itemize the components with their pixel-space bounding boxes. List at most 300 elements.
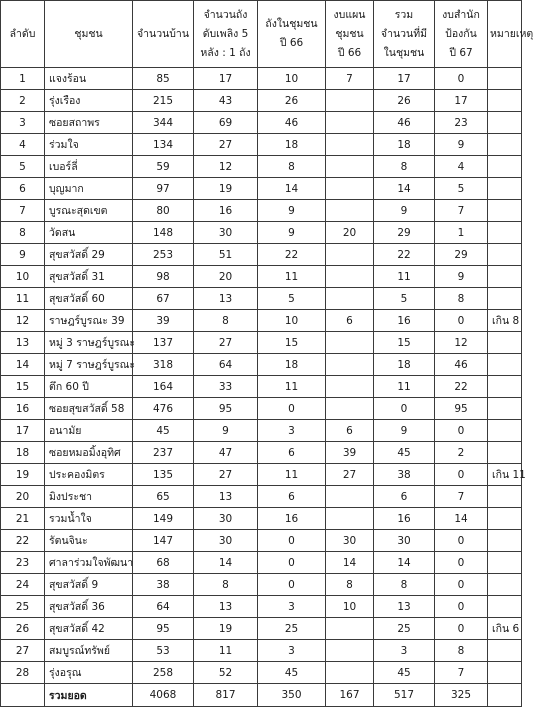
totals-note (488, 684, 522, 707)
total-in-community-cell: 6 (374, 486, 435, 508)
households-cell: 344 (133, 112, 194, 134)
header-row (1, 1, 522, 68)
order-cell: 6 (1, 178, 45, 200)
households-cell: 149 (133, 508, 194, 530)
totals-row (1, 684, 522, 707)
total-in-community-cell: 5 (374, 288, 435, 310)
households-cell: 53 (133, 640, 194, 662)
households-cell: 237 (133, 442, 194, 464)
bins-in-community-cell: 9 (258, 222, 326, 244)
households-cell: 164 (133, 376, 194, 398)
note-cell (488, 530, 522, 552)
order-cell: 19 (1, 464, 45, 486)
table-row (1, 618, 522, 640)
bins-needed-cell: 14 (194, 552, 258, 574)
total-in-community-cell: 14 (374, 178, 435, 200)
office-budget-cell: 2 (435, 442, 488, 464)
office-budget-cell: 0 (435, 310, 488, 332)
budget-plan-cell (326, 200, 374, 222)
community-name-cell: รุ่งเรือง (45, 90, 133, 112)
note-cell (488, 200, 522, 222)
office-budget-cell: 0 (435, 464, 488, 486)
table-row (1, 552, 522, 574)
budget-plan-cell (326, 288, 374, 310)
total-in-community-cell: 15 (374, 332, 435, 354)
bins-in-community-cell: 0 (258, 530, 326, 552)
budget-plan-cell (326, 156, 374, 178)
bins-needed-cell: 30 (194, 530, 258, 552)
table-row (1, 112, 522, 134)
bins-needed-cell: 8 (194, 574, 258, 596)
header-order: ลำดับ (1, 1, 45, 68)
budget-plan-cell: 27 (326, 464, 374, 486)
budget-plan-cell (326, 640, 374, 662)
office-budget-cell: 0 (435, 420, 488, 442)
table-row (1, 90, 522, 112)
bins-needed-cell: 47 (194, 442, 258, 464)
note-cell: เกิน 6 (488, 618, 522, 640)
note-cell (488, 596, 522, 618)
total-in-community-cell: 11 (374, 376, 435, 398)
bins-in-community-cell: 45 (258, 662, 326, 684)
bins-in-community-cell: 11 (258, 266, 326, 288)
bins-in-community-cell: 18 (258, 134, 326, 156)
community-name-cell: รัตนจินะ (45, 530, 133, 552)
budget-plan-cell (326, 618, 374, 640)
total-in-community-cell: 45 (374, 662, 435, 684)
total-in-community-cell: 22 (374, 244, 435, 266)
order-cell: 3 (1, 112, 45, 134)
households-cell: 318 (133, 354, 194, 376)
bins-in-community-cell: 16 (258, 508, 326, 530)
bins-in-community-cell: 10 (258, 68, 326, 90)
order-cell: 15 (1, 376, 45, 398)
budget-plan-cell: 20 (326, 222, 374, 244)
budget-plan-cell: 14 (326, 552, 374, 574)
office-budget-cell: 17 (435, 90, 488, 112)
office-budget-cell: 7 (435, 200, 488, 222)
bins-needed-cell: 13 (194, 596, 258, 618)
households-cell: 98 (133, 266, 194, 288)
bins-in-community-cell: 0 (258, 574, 326, 596)
order-cell: 16 (1, 398, 45, 420)
community-name-cell: สุขสวัสดิ์ 29 (45, 244, 133, 266)
header-bins-needed: จำนวนถัง ดับเพลิง 5 หลัง : 1 ถัง (194, 1, 258, 68)
table-row (1, 508, 522, 530)
totals-total: 517 (374, 684, 435, 707)
bins-needed-cell: 27 (194, 464, 258, 486)
total-in-community-cell: 9 (374, 420, 435, 442)
table-row (1, 662, 522, 684)
header-office-budget: งบสำนัก ป้องกัน ปี 67 (435, 1, 488, 68)
office-budget-cell: 0 (435, 574, 488, 596)
office-budget-cell: 0 (435, 530, 488, 552)
budget-plan-cell (326, 266, 374, 288)
office-budget-cell: 0 (435, 68, 488, 90)
note-cell (488, 486, 522, 508)
total-in-community-cell: 18 (374, 134, 435, 156)
note-cell (488, 178, 522, 200)
order-cell: 27 (1, 640, 45, 662)
bins-in-community-cell: 18 (258, 354, 326, 376)
order-cell: 28 (1, 662, 45, 684)
office-budget-cell: 12 (435, 332, 488, 354)
households-cell: 45 (133, 420, 194, 442)
budget-plan-cell (326, 332, 374, 354)
budget-plan-cell (326, 486, 374, 508)
table-row (1, 486, 522, 508)
table-body (1, 68, 526, 707)
table-row (1, 222, 522, 244)
total-in-community-cell: 13 (374, 596, 435, 618)
community-name-cell: สุขสวัสดิ์ 60 (45, 288, 133, 310)
budget-plan-cell: 10 (326, 596, 374, 618)
order-cell: 10 (1, 266, 45, 288)
bins-needed-cell: 13 (194, 288, 258, 310)
order-cell: 21 (1, 508, 45, 530)
note-cell (488, 376, 522, 398)
total-in-community-cell: 17 (374, 68, 435, 90)
households-cell: 215 (133, 90, 194, 112)
bins-in-community-cell: 14 (258, 178, 326, 200)
table-row (1, 266, 522, 288)
bins-in-community-cell: 25 (258, 618, 326, 640)
order-cell: 12 (1, 310, 45, 332)
total-in-community-cell: 46 (374, 112, 435, 134)
total-in-community-cell: 14 (374, 552, 435, 574)
note-cell (488, 156, 522, 178)
households-cell: 80 (133, 200, 194, 222)
total-in-community-cell: 0 (374, 398, 435, 420)
households-cell: 59 (133, 156, 194, 178)
total-in-community-cell: 18 (374, 354, 435, 376)
budget-plan-cell (326, 134, 374, 156)
totals-needed: 817 (194, 684, 258, 707)
households-cell: 476 (133, 398, 194, 420)
bins-needed-cell: 52 (194, 662, 258, 684)
community-name-cell: สุขสวัสดิ์ 31 (45, 266, 133, 288)
total-in-community-cell: 16 (374, 310, 435, 332)
total-in-community-cell: 45 (374, 442, 435, 464)
bins-in-community-cell: 9 (258, 200, 326, 222)
office-budget-cell: 4 (435, 156, 488, 178)
table-row (1, 574, 522, 596)
table-row (1, 398, 522, 420)
bins-in-community-cell: 10 (258, 310, 326, 332)
note-cell (488, 332, 522, 354)
budget-plan-cell (326, 354, 374, 376)
bins-needed-cell: 51 (194, 244, 258, 266)
office-budget-cell: 5 (435, 178, 488, 200)
budget-plan-cell (326, 376, 374, 398)
office-budget-cell: 8 (435, 640, 488, 662)
budget-plan-cell: 7 (326, 68, 374, 90)
note-cell (488, 508, 522, 530)
bins-in-community-cell: 8 (258, 156, 326, 178)
table-row (1, 68, 522, 90)
totals-empty-cell (1, 684, 45, 707)
budget-plan-cell (326, 178, 374, 200)
table-row (1, 530, 522, 552)
community-name-cell: ประคองมิตร (45, 464, 133, 486)
bins-in-community-cell: 3 (258, 596, 326, 618)
totals-office67: 325 (435, 684, 488, 707)
office-budget-cell: 95 (435, 398, 488, 420)
note-cell (488, 134, 522, 156)
order-cell: 18 (1, 442, 45, 464)
households-cell: 253 (133, 244, 194, 266)
households-cell: 65 (133, 486, 194, 508)
order-cell: 13 (1, 332, 45, 354)
order-cell: 14 (1, 354, 45, 376)
office-budget-cell: 7 (435, 662, 488, 684)
table-row (1, 178, 522, 200)
bins-needed-cell: 27 (194, 134, 258, 156)
budget-plan-cell (326, 112, 374, 134)
table-header (1, 1, 533, 68)
community-name-cell: บุญมาก (45, 178, 133, 200)
order-cell: 24 (1, 574, 45, 596)
community-name-cell: ซอยหมอมิ้งอุทิศ (45, 442, 133, 464)
table-row (1, 442, 522, 464)
budget-plan-cell (326, 398, 374, 420)
note-cell (488, 552, 522, 574)
table-row (1, 156, 522, 178)
note-cell (488, 222, 522, 244)
bins-needed-cell: 13 (194, 486, 258, 508)
budget-plan-cell: 39 (326, 442, 374, 464)
budget-plan-cell (326, 662, 374, 684)
bins-needed-cell: 17 (194, 68, 258, 90)
header-bins-in-community: ถังในชุมชน ปี 66 (258, 1, 326, 68)
bins-in-community-cell: 6 (258, 442, 326, 464)
table-row (1, 596, 522, 618)
header-community: ชุมชน (45, 1, 133, 68)
note-cell (488, 90, 522, 112)
totals-plan66: 167 (326, 684, 374, 707)
note-cell (488, 112, 522, 134)
order-cell: 9 (1, 244, 45, 266)
header-households: จำนวนบ้าน (133, 1, 194, 68)
bins-in-community-cell: 11 (258, 376, 326, 398)
totals-bins66: 350 (258, 684, 326, 707)
budget-plan-cell: 6 (326, 420, 374, 442)
community-name-cell: มิงประชา (45, 486, 133, 508)
note-cell (488, 640, 522, 662)
bins-needed-cell: 69 (194, 112, 258, 134)
households-cell: 137 (133, 332, 194, 354)
office-budget-cell: 9 (435, 266, 488, 288)
community-name-cell: รุ่งอรุณ (45, 662, 133, 684)
header-budget-plan: งบแผน ชุมชน ปี 66 (326, 1, 374, 68)
households-cell: 258 (133, 662, 194, 684)
community-name-cell: สุขสวัสดิ์ 42 (45, 618, 133, 640)
budget-plan-cell (326, 508, 374, 530)
total-in-community-cell: 30 (374, 530, 435, 552)
table-row (1, 640, 522, 662)
bins-needed-cell: 12 (194, 156, 258, 178)
note-cell: เกิน 11 (488, 464, 522, 486)
order-cell: 5 (1, 156, 45, 178)
note-cell (488, 68, 522, 90)
order-cell: 11 (1, 288, 45, 310)
budget-plan-cell: 6 (326, 310, 374, 332)
households-cell: 38 (133, 574, 194, 596)
bins-in-community-cell: 3 (258, 420, 326, 442)
households-cell: 97 (133, 178, 194, 200)
community-name-cell: สุขสวัสดิ์ 9 (45, 574, 133, 596)
total-in-community-cell: 29 (374, 222, 435, 244)
households-cell: 134 (133, 134, 194, 156)
order-cell: 20 (1, 486, 45, 508)
table-row (1, 354, 522, 376)
bins-in-community-cell: 6 (258, 486, 326, 508)
order-cell: 23 (1, 552, 45, 574)
note-cell (488, 398, 522, 420)
office-budget-cell: 7 (435, 486, 488, 508)
note-cell (488, 420, 522, 442)
bins-needed-cell: 30 (194, 222, 258, 244)
bins-needed-cell: 95 (194, 398, 258, 420)
bins-needed-cell: 16 (194, 200, 258, 222)
table-row (1, 134, 522, 156)
total-in-community-cell: 3 (374, 640, 435, 662)
bins-needed-cell: 9 (194, 420, 258, 442)
community-name-cell: ซอยสุขสวัสดิ์ 58 (45, 398, 133, 420)
bins-needed-cell: 11 (194, 640, 258, 662)
order-cell: 25 (1, 596, 45, 618)
community-name-cell: บูรณะสุดเขต (45, 200, 133, 222)
office-budget-cell: 0 (435, 596, 488, 618)
note-cell (488, 354, 522, 376)
households-cell: 39 (133, 310, 194, 332)
order-cell: 26 (1, 618, 45, 640)
totals-label: รวมยอด (45, 684, 133, 707)
community-name-cell: สุขสวัสดิ์ 36 (45, 596, 133, 618)
table-row (1, 420, 522, 442)
bins-needed-cell: 30 (194, 508, 258, 530)
bins-in-community-cell: 26 (258, 90, 326, 112)
table-row (1, 376, 522, 398)
households-cell: 147 (133, 530, 194, 552)
bins-in-community-cell: 5 (258, 288, 326, 310)
community-name-cell: สมบูรณ์ทรัพย์ (45, 640, 133, 662)
note-cell (488, 288, 522, 310)
order-cell: 1 (1, 68, 45, 90)
bins-in-community-cell: 3 (258, 640, 326, 662)
office-budget-cell: 9 (435, 134, 488, 156)
table-row (1, 464, 522, 486)
community-name-cell: ซอยสถาพร (45, 112, 133, 134)
table-row (1, 332, 522, 354)
note-cell (488, 442, 522, 464)
bins-needed-cell: 64 (194, 354, 258, 376)
community-name-cell: หมู่ 7 ราษฎร์บูรณะ (45, 354, 133, 376)
office-budget-cell: 29 (435, 244, 488, 266)
bins-in-community-cell: 0 (258, 398, 326, 420)
bins-needed-cell: 19 (194, 618, 258, 640)
community-name-cell: เบอร์ลี่ (45, 156, 133, 178)
community-name-cell: ตึก 60 ปี (45, 376, 133, 398)
note-cell (488, 266, 522, 288)
households-cell: 64 (133, 596, 194, 618)
households-cell: 68 (133, 552, 194, 574)
community-name-cell: ราษฎร์บูรณะ 39 (45, 310, 133, 332)
households-cell: 67 (133, 288, 194, 310)
community-name-cell: ศาลาร่วมใจพัฒนา (45, 552, 133, 574)
budget-plan-cell (326, 90, 374, 112)
households-cell: 95 (133, 618, 194, 640)
total-in-community-cell: 8 (374, 574, 435, 596)
office-budget-cell: 1 (435, 222, 488, 244)
note-cell (488, 244, 522, 266)
total-in-community-cell: 16 (374, 508, 435, 530)
note-cell: เกิน 8 (488, 310, 522, 332)
total-in-community-cell: 11 (374, 266, 435, 288)
office-budget-cell: 0 (435, 552, 488, 574)
bins-needed-cell: 19 (194, 178, 258, 200)
bins-in-community-cell: 22 (258, 244, 326, 266)
header-note: หมายเหตุ (488, 1, 522, 68)
total-in-community-cell: 25 (374, 618, 435, 640)
community-name-cell: ร่วมใจ (45, 134, 133, 156)
bins-in-community-cell: 46 (258, 112, 326, 134)
households-cell: 148 (133, 222, 194, 244)
bins-in-community-cell: 0 (258, 552, 326, 574)
note-cell (488, 662, 522, 684)
budget-plan-cell (326, 244, 374, 266)
office-budget-cell: 14 (435, 508, 488, 530)
office-budget-cell: 23 (435, 112, 488, 134)
order-cell: 4 (1, 134, 45, 156)
table-row (1, 200, 522, 222)
office-budget-cell: 0 (435, 618, 488, 640)
bins-needed-cell: 33 (194, 376, 258, 398)
total-in-community-cell: 8 (374, 156, 435, 178)
budget-plan-cell: 30 (326, 530, 374, 552)
bins-needed-cell: 8 (194, 310, 258, 332)
order-cell: 7 (1, 200, 45, 222)
bins-needed-cell: 27 (194, 332, 258, 354)
bins-needed-cell: 20 (194, 266, 258, 288)
order-cell: 8 (1, 222, 45, 244)
bins-needed-cell: 43 (194, 90, 258, 112)
community-name-cell: หมู่ 3 ราษฎร์บูรณะ (45, 332, 133, 354)
community-name-cell: วัดสน (45, 222, 133, 244)
community-name-cell: รวมน้ำใจ (45, 508, 133, 530)
office-budget-cell: 8 (435, 288, 488, 310)
households-cell: 85 (133, 68, 194, 90)
office-budget-cell: 22 (435, 376, 488, 398)
community-name-cell: แจงร้อน (45, 68, 133, 90)
order-cell: 22 (1, 530, 45, 552)
budget-plan-cell: 8 (326, 574, 374, 596)
note-cell (488, 574, 522, 596)
order-cell: 2 (1, 90, 45, 112)
office-budget-cell: 46 (435, 354, 488, 376)
totals-households: 4068 (133, 684, 194, 707)
table-row (1, 244, 522, 266)
table-row (1, 310, 522, 332)
total-in-community-cell: 26 (374, 90, 435, 112)
total-in-community-cell: 9 (374, 200, 435, 222)
bins-in-community-cell: 15 (258, 332, 326, 354)
header-total-in-community: รวม จำนวนที่มี ในชุมชน (374, 1, 435, 68)
households-cell: 135 (133, 464, 194, 486)
community-name-cell: อนามัย (45, 420, 133, 442)
order-cell: 17 (1, 420, 45, 442)
bins-in-community-cell: 11 (258, 464, 326, 486)
